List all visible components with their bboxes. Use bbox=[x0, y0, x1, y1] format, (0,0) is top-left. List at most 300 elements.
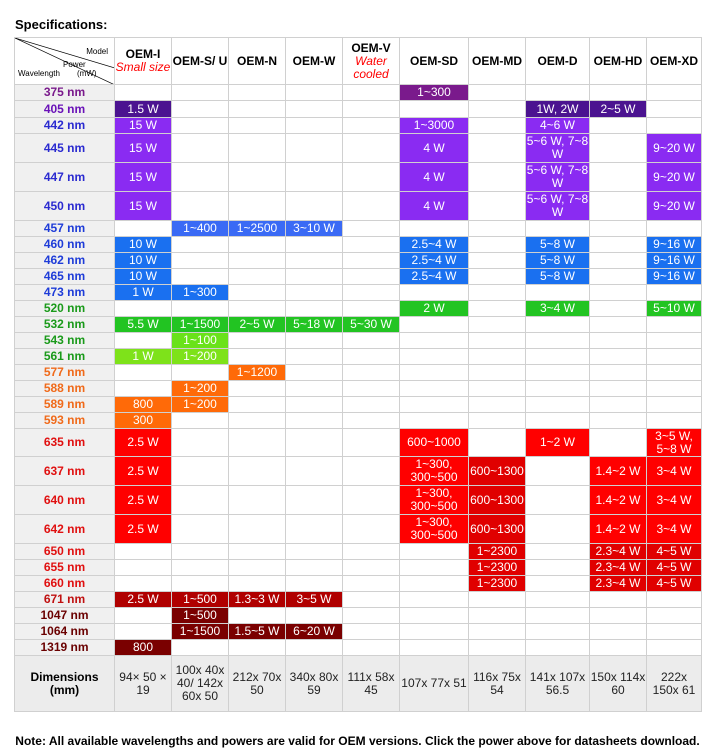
empty-cell bbox=[343, 413, 400, 429]
empty-cell bbox=[115, 365, 172, 381]
column-header-oem-i bbox=[115, 38, 172, 85]
power-link-oem-md[interactable]: 1~2300 bbox=[469, 544, 526, 560]
empty-cell bbox=[343, 608, 400, 624]
wavelength-row-588-nm bbox=[15, 381, 702, 397]
empty-cell bbox=[286, 560, 343, 576]
dimension-value-oem-i: 94× 50 × 19 bbox=[115, 656, 172, 712]
empty-cell bbox=[647, 101, 702, 118]
wavelength-row-520-nm bbox=[15, 301, 702, 317]
power-link-oem-xd[interactable]: 3~5 W, 5~8 W bbox=[647, 429, 702, 457]
empty-cell bbox=[229, 349, 286, 365]
power-link-oem-md[interactable]: 600~1300 bbox=[469, 515, 526, 544]
wavelength-label: 1064 nm bbox=[15, 624, 115, 640]
empty-cell bbox=[647, 592, 702, 608]
power-link-oem-i[interactable]: 10 W bbox=[115, 269, 172, 285]
wavelength-row-561-nm bbox=[15, 349, 702, 365]
empty-cell bbox=[590, 333, 647, 349]
empty-cell bbox=[590, 163, 647, 192]
empty-cell bbox=[469, 397, 526, 413]
wavelength-row-445-nm bbox=[15, 134, 702, 163]
power-link-oem-hd[interactable]: 2~5 W bbox=[590, 101, 647, 118]
power-link-oem-i[interactable]: 10 W bbox=[115, 237, 172, 253]
empty-cell bbox=[526, 285, 590, 301]
wavelength-label: 405 nm bbox=[15, 101, 115, 118]
empty-cell bbox=[229, 544, 286, 560]
empty-cell bbox=[229, 429, 286, 457]
empty-cell bbox=[172, 237, 229, 253]
empty-cell bbox=[400, 221, 469, 237]
empty-cell bbox=[286, 640, 343, 656]
dimension-value-oem-v: 111x 58x 45 bbox=[343, 656, 400, 712]
power-link-oem-w[interactable]: 3~5 W bbox=[286, 592, 343, 608]
wavelength-label: 465 nm bbox=[15, 269, 115, 285]
wavelength-label: 650 nm bbox=[15, 544, 115, 560]
wavelength-row-375-nm bbox=[15, 85, 702, 101]
power-link-oem-hd[interactable]: 2.3~4 W bbox=[590, 544, 647, 560]
column-name: OEM-N bbox=[237, 53, 277, 68]
empty-cell bbox=[526, 640, 590, 656]
power-link-oem-xd[interactable]: 9~16 W bbox=[647, 269, 702, 285]
empty-cell bbox=[343, 624, 400, 640]
empty-cell bbox=[172, 544, 229, 560]
empty-cell bbox=[172, 269, 229, 285]
power-link-oem-i[interactable]: 1 W bbox=[115, 285, 172, 301]
power-link-oem-i[interactable]: 2.5 W bbox=[115, 457, 172, 486]
empty-cell bbox=[343, 269, 400, 285]
power-link-oem-s-u[interactable]: 1~100 bbox=[172, 333, 229, 349]
empty-cell bbox=[526, 560, 590, 576]
column-subtitle: Small size bbox=[115, 60, 171, 74]
empty-cell bbox=[469, 192, 526, 221]
dimension-value-oem-d: 141x 107x 56.5 bbox=[526, 656, 590, 712]
power-link-oem-sd[interactable]: 2 W bbox=[400, 301, 469, 317]
power-link-oem-w[interactable]: 5~18 W bbox=[286, 317, 343, 333]
wavelength-label: 1047 nm bbox=[15, 608, 115, 624]
empty-cell bbox=[229, 457, 286, 486]
empty-cell bbox=[647, 118, 702, 134]
wavelength-label: 640 nm bbox=[15, 486, 115, 515]
power-link-oem-xd[interactable]: 3~4 W bbox=[647, 457, 702, 486]
power-link-oem-i[interactable]: 2.5 W bbox=[115, 592, 172, 608]
empty-cell bbox=[229, 237, 286, 253]
power-link-oem-s-u[interactable]: 1~200 bbox=[172, 349, 229, 365]
power-link-oem-xd[interactable]: 3~4 W bbox=[647, 486, 702, 515]
power-link-oem-i[interactable]: 300 bbox=[115, 413, 172, 429]
empty-cell bbox=[469, 413, 526, 429]
empty-cell bbox=[343, 85, 400, 101]
power-link-oem-i[interactable]: 2.5 W bbox=[115, 429, 172, 457]
column-header-oem-md bbox=[469, 38, 526, 85]
power-link-oem-i[interactable]: 1.5 W bbox=[115, 101, 172, 118]
wavelength-label: 520 nm bbox=[15, 301, 115, 317]
empty-cell bbox=[647, 365, 702, 381]
empty-cell bbox=[469, 118, 526, 134]
empty-cell bbox=[469, 317, 526, 333]
wavelength-row-473-nm bbox=[15, 285, 702, 301]
empty-cell bbox=[590, 317, 647, 333]
wavelength-row-405-nm bbox=[15, 101, 702, 118]
empty-cell bbox=[343, 134, 400, 163]
wavelength-row-650-nm bbox=[15, 544, 702, 560]
power-link-oem-s-u[interactable]: 1~500 bbox=[172, 592, 229, 608]
empty-cell bbox=[469, 101, 526, 118]
empty-cell bbox=[172, 576, 229, 592]
wavelength-label: 543 nm bbox=[15, 333, 115, 349]
empty-cell bbox=[343, 640, 400, 656]
empty-cell bbox=[172, 413, 229, 429]
power-link-oem-hd[interactable]: 2.3~4 W bbox=[590, 576, 647, 592]
empty-cell bbox=[115, 624, 172, 640]
empty-cell bbox=[647, 381, 702, 397]
empty-cell bbox=[469, 253, 526, 269]
empty-cell bbox=[343, 576, 400, 592]
empty-cell bbox=[590, 640, 647, 656]
empty-cell bbox=[526, 317, 590, 333]
empty-cell bbox=[400, 101, 469, 118]
dimension-value-oem-xd: 222x 150x 61 bbox=[647, 656, 702, 712]
empty-cell bbox=[343, 192, 400, 221]
empty-cell bbox=[343, 486, 400, 515]
wavelength-label: 577 nm bbox=[15, 365, 115, 381]
empty-cell bbox=[647, 608, 702, 624]
power-link-oem-d[interactable]: 5~8 W bbox=[526, 237, 590, 253]
power-link-oem-i[interactable]: 800 bbox=[115, 640, 172, 656]
empty-cell bbox=[343, 221, 400, 237]
empty-cell bbox=[286, 576, 343, 592]
power-link-oem-d[interactable]: 5~8 W bbox=[526, 253, 590, 269]
empty-cell bbox=[647, 349, 702, 365]
empty-cell bbox=[343, 253, 400, 269]
wavelength-row-442-nm bbox=[15, 118, 702, 134]
empty-cell bbox=[400, 560, 469, 576]
empty-cell bbox=[115, 301, 172, 317]
dimension-value-oem-n: 212x 70x 50 bbox=[229, 656, 286, 712]
power-link-oem-hd[interactable]: 1.4~2 W bbox=[590, 457, 647, 486]
dimension-value-oem-sd: 107x 77x 51 bbox=[400, 656, 469, 712]
empty-cell bbox=[229, 301, 286, 317]
wavelength-row-660-nm bbox=[15, 576, 702, 592]
power-link-oem-s-u[interactable]: 1~400 bbox=[172, 221, 229, 237]
power-link-oem-xd[interactable]: 9~20 W bbox=[647, 163, 702, 192]
empty-cell bbox=[172, 253, 229, 269]
empty-cell bbox=[343, 515, 400, 544]
empty-cell bbox=[286, 457, 343, 486]
empty-cell bbox=[526, 397, 590, 413]
power-link-oem-i[interactable]: 1 W bbox=[115, 349, 172, 365]
power-link-oem-i[interactable]: 15 W bbox=[115, 163, 172, 192]
empty-cell bbox=[400, 608, 469, 624]
power-link-oem-d[interactable]: 3~4 W bbox=[526, 301, 590, 317]
empty-cell bbox=[172, 486, 229, 515]
empty-cell bbox=[286, 301, 343, 317]
empty-cell bbox=[526, 515, 590, 544]
empty-cell bbox=[400, 349, 469, 365]
power-link-oem-hd[interactable]: 2.3~4 W bbox=[590, 560, 647, 576]
empty-cell bbox=[590, 192, 647, 221]
power-link-oem-s-u[interactable]: 1~1500 bbox=[172, 317, 229, 333]
wavelength-label: 457 nm bbox=[15, 221, 115, 237]
column-name: OEM-W bbox=[292, 53, 336, 68]
power-link-oem-s-u[interactable]: 1~500 bbox=[172, 608, 229, 624]
table-corner-header bbox=[15, 38, 115, 85]
wavelength-label: 635 nm bbox=[15, 429, 115, 457]
wavelength-label: 588 nm bbox=[15, 381, 115, 397]
empty-cell bbox=[229, 285, 286, 301]
wavelength-row-655-nm bbox=[15, 560, 702, 576]
power-link-oem-xd[interactable]: 9~16 W bbox=[647, 253, 702, 269]
empty-cell bbox=[526, 413, 590, 429]
empty-cell bbox=[469, 333, 526, 349]
empty-cell bbox=[400, 397, 469, 413]
column-name: OEM-MD bbox=[472, 53, 522, 68]
empty-cell bbox=[469, 269, 526, 285]
power-link-oem-xd[interactable]: 9~16 W bbox=[647, 237, 702, 253]
empty-cell bbox=[590, 349, 647, 365]
empty-cell bbox=[400, 640, 469, 656]
column-name: OEM-D bbox=[537, 53, 578, 68]
power-link-oem-sd[interactable]: 600~1000 bbox=[400, 429, 469, 457]
power-link-oem-xd[interactable]: 9~20 W bbox=[647, 134, 702, 163]
empty-cell bbox=[172, 118, 229, 134]
empty-cell bbox=[590, 592, 647, 608]
power-link-oem-s-u[interactable]: 1~300 bbox=[172, 285, 229, 301]
empty-cell bbox=[590, 118, 647, 134]
power-link-oem-md[interactable]: 1~2300 bbox=[469, 560, 526, 576]
column-name: OEM-HD bbox=[593, 53, 643, 68]
wavelength-label: 589 nm bbox=[15, 397, 115, 413]
power-link-oem-d[interactable]: 5~6 W, 7~8 W bbox=[526, 192, 589, 219]
empty-cell bbox=[469, 381, 526, 397]
dimension-value-oem-s-u: 100x 40x 40/ 142x 60x 50 bbox=[172, 656, 229, 712]
wavelength-row-450-nm bbox=[15, 192, 702, 221]
empty-cell bbox=[115, 576, 172, 592]
dimensions-row bbox=[15, 656, 702, 712]
power-link-oem-sd[interactable]: 1~300, 300~500 bbox=[400, 457, 469, 486]
power-link-oem-i[interactable]: 5.5 W bbox=[115, 317, 172, 333]
empty-cell bbox=[286, 134, 343, 163]
power-link-oem-sd[interactable]: 4 W bbox=[400, 192, 469, 221]
empty-cell bbox=[590, 624, 647, 640]
power-link-oem-sd[interactable]: 1~300, 300~500 bbox=[400, 515, 469, 544]
power-link-oem-n[interactable]: 1~2500 bbox=[229, 221, 286, 237]
power-link-oem-s-u[interactable]: 1~1500 bbox=[172, 624, 229, 640]
wavelength-row-532-nm bbox=[15, 317, 702, 333]
power-link-oem-xd[interactable]: 4~5 W bbox=[647, 544, 702, 560]
power-link-oem-d[interactable]: 1~2 W bbox=[526, 429, 590, 457]
empty-cell bbox=[229, 486, 286, 515]
column-header-oem-d bbox=[526, 38, 590, 85]
dimensions-label: Dimensions (mm) bbox=[15, 656, 115, 712]
power-link-oem-sd[interactable]: 1~300, 300~500 bbox=[400, 486, 469, 515]
dimension-value-oem-hd: 150x 114x 60 bbox=[590, 656, 647, 712]
empty-cell bbox=[526, 608, 590, 624]
empty-cell bbox=[286, 608, 343, 624]
power-link-oem-s-u[interactable]: 1~200 bbox=[172, 381, 229, 397]
power-link-oem-sd[interactable]: 1~300 bbox=[400, 85, 469, 101]
empty-cell bbox=[526, 365, 590, 381]
power-link-oem-xd[interactable]: 9~20 W bbox=[647, 192, 702, 221]
power-link-oem-i[interactable]: 2.5 W bbox=[115, 486, 172, 515]
empty-cell bbox=[286, 85, 343, 101]
dimension-value-oem-w: 340x 80x 59 bbox=[286, 656, 343, 712]
power-link-oem-sd[interactable]: 2.5~4 W bbox=[400, 269, 469, 285]
power-link-oem-sd[interactable]: 4 W bbox=[400, 134, 469, 163]
empty-cell bbox=[229, 118, 286, 134]
power-link-oem-n[interactable]: 1.3~3 W bbox=[229, 592, 286, 608]
empty-cell bbox=[526, 85, 590, 101]
empty-cell bbox=[343, 333, 400, 349]
empty-cell bbox=[647, 624, 702, 640]
power-link-oem-d[interactable]: 1W, 2W bbox=[526, 101, 590, 118]
wavelength-label: 642 nm bbox=[15, 515, 115, 544]
power-link-oem-md[interactable]: 600~1300 bbox=[469, 486, 526, 515]
power-link-oem-xd[interactable]: 4~5 W bbox=[647, 576, 702, 592]
power-link-oem-s-u[interactable]: 1~200 bbox=[172, 397, 229, 413]
empty-cell bbox=[286, 486, 343, 515]
power-link-oem-hd[interactable]: 1.4~2 W bbox=[590, 486, 647, 515]
empty-cell bbox=[526, 486, 590, 515]
empty-cell bbox=[647, 333, 702, 349]
power-link-oem-sd[interactable]: 1~3000 bbox=[400, 118, 469, 134]
wavelength-row-1064-nm bbox=[15, 624, 702, 640]
wavelength-row-635-nm bbox=[15, 429, 702, 457]
empty-cell bbox=[115, 333, 172, 349]
empty-cell bbox=[229, 576, 286, 592]
column-subtitle: Water cooled bbox=[353, 53, 389, 81]
empty-cell bbox=[469, 592, 526, 608]
empty-cell bbox=[647, 413, 702, 429]
power-link-oem-w[interactable]: 6~20 W bbox=[286, 624, 343, 640]
empty-cell bbox=[400, 413, 469, 429]
wavelength-label: 442 nm bbox=[15, 118, 115, 134]
wavelength-row-1319-nm bbox=[15, 640, 702, 656]
empty-cell bbox=[469, 85, 526, 101]
power-link-oem-i[interactable]: 2.5 W bbox=[115, 515, 172, 544]
empty-cell bbox=[229, 413, 286, 429]
wavelength-row-593-nm bbox=[15, 413, 702, 429]
empty-cell bbox=[526, 624, 590, 640]
wavelength-label: 1319 nm bbox=[15, 640, 115, 656]
wavelength-row-460-nm bbox=[15, 237, 702, 253]
download-note: Note: All available wavelengths and powers are valid for OEM versions. Click the power above for datasheets download. bbox=[15, 734, 700, 748]
empty-cell bbox=[229, 163, 286, 192]
wavelength-row-589-nm bbox=[15, 397, 702, 413]
empty-cell bbox=[400, 576, 469, 592]
power-link-oem-i[interactable]: 15 W bbox=[115, 118, 172, 134]
power-link-oem-sd[interactable]: 4 W bbox=[400, 163, 469, 192]
power-link-oem-i[interactable]: 800 bbox=[115, 397, 172, 413]
wavelength-label: 532 nm bbox=[15, 317, 115, 333]
empty-cell bbox=[469, 365, 526, 381]
power-link-oem-hd[interactable]: 1.4~2 W bbox=[590, 515, 647, 544]
empty-cell bbox=[229, 560, 286, 576]
empty-cell bbox=[469, 221, 526, 237]
empty-cell bbox=[229, 640, 286, 656]
column-header-oem-hd bbox=[590, 38, 647, 85]
power-link-oem-w[interactable]: 3~10 W bbox=[286, 221, 343, 237]
column-header-oem-xd bbox=[647, 38, 702, 85]
empty-cell bbox=[590, 269, 647, 285]
power-link-oem-d[interactable]: 5~6 W, 7~8 W bbox=[526, 134, 589, 161]
power-link-oem-n[interactable]: 2~5 W bbox=[229, 317, 286, 333]
empty-cell bbox=[469, 624, 526, 640]
dimension-value-oem-md: 116x 75x 54 bbox=[469, 656, 526, 712]
power-link-oem-md[interactable]: 1~2300 bbox=[469, 576, 526, 592]
empty-cell bbox=[172, 429, 229, 457]
corner-model-label: Model bbox=[86, 47, 108, 56]
empty-cell bbox=[400, 624, 469, 640]
power-link-oem-xd[interactable]: 5~10 W bbox=[647, 301, 702, 317]
empty-cell bbox=[286, 163, 343, 192]
power-link-oem-i[interactable]: 15 W bbox=[115, 192, 172, 221]
power-link-oem-d[interactable]: 5~6 W, 7~8 W bbox=[526, 163, 589, 190]
empty-cell bbox=[590, 608, 647, 624]
power-link-oem-xd[interactable]: 3~4 W bbox=[647, 515, 702, 544]
power-link-oem-n[interactable]: 1~1200 bbox=[229, 365, 286, 381]
wavelength-row-543-nm bbox=[15, 333, 702, 349]
empty-cell bbox=[172, 101, 229, 118]
power-link-oem-i[interactable]: 15 W bbox=[115, 134, 172, 163]
wavelength-row-457-nm bbox=[15, 221, 702, 237]
empty-cell bbox=[647, 221, 702, 237]
empty-cell bbox=[172, 640, 229, 656]
empty-cell bbox=[590, 365, 647, 381]
power-link-oem-sd[interactable]: 2.5~4 W bbox=[400, 237, 469, 253]
power-link-oem-n[interactable]: 1.5~5 W bbox=[229, 624, 286, 640]
wavelength-label: 637 nm bbox=[15, 457, 115, 486]
column-name: OEM-V bbox=[351, 40, 391, 55]
corner-mw-label: (mW) bbox=[77, 69, 97, 78]
empty-cell bbox=[229, 515, 286, 544]
power-link-oem-sd[interactable]: 2.5~4 W bbox=[400, 253, 469, 269]
empty-cell bbox=[526, 457, 590, 486]
empty-cell bbox=[647, 317, 702, 333]
empty-cell bbox=[400, 317, 469, 333]
power-link-oem-v[interactable]: 5~30 W bbox=[343, 317, 400, 333]
empty-cell bbox=[343, 301, 400, 317]
empty-cell bbox=[115, 381, 172, 397]
wavelength-row-637-nm bbox=[15, 457, 702, 486]
empty-cell bbox=[647, 85, 702, 101]
power-link-oem-md[interactable]: 600~1300 bbox=[469, 457, 526, 486]
column-header-oem-n bbox=[229, 38, 286, 85]
empty-cell bbox=[172, 560, 229, 576]
empty-cell bbox=[343, 365, 400, 381]
empty-cell bbox=[229, 192, 286, 221]
empty-cell bbox=[590, 413, 647, 429]
empty-cell bbox=[343, 560, 400, 576]
power-link-oem-d[interactable]: 5~8 W bbox=[526, 269, 590, 285]
empty-cell bbox=[229, 269, 286, 285]
empty-cell bbox=[469, 640, 526, 656]
empty-cell bbox=[590, 301, 647, 317]
power-link-oem-i[interactable]: 10 W bbox=[115, 253, 172, 269]
empty-cell bbox=[229, 381, 286, 397]
wavelength-label: 660 nm bbox=[15, 576, 115, 592]
empty-cell bbox=[286, 237, 343, 253]
power-link-oem-xd[interactable]: 4~5 W bbox=[647, 560, 702, 576]
column-name: OEM-S/ U bbox=[172, 53, 228, 68]
empty-cell bbox=[286, 397, 343, 413]
empty-cell bbox=[590, 221, 647, 237]
empty-cell bbox=[286, 333, 343, 349]
empty-cell bbox=[469, 429, 526, 457]
power-link-oem-d[interactable]: 4~6 W bbox=[526, 118, 590, 134]
empty-cell bbox=[400, 285, 469, 301]
wavelength-label: 671 nm bbox=[15, 592, 115, 608]
empty-cell bbox=[115, 221, 172, 237]
wavelength-row-465-nm bbox=[15, 269, 702, 285]
